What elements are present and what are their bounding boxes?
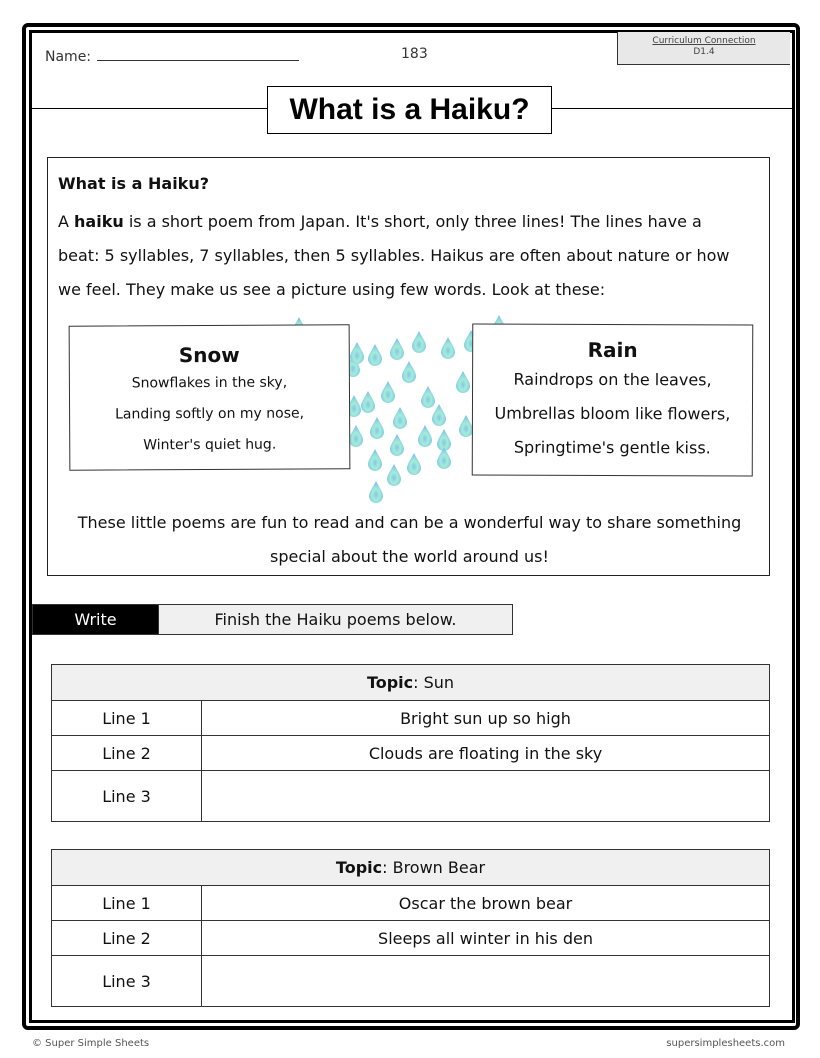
line-label: Line 1 bbox=[52, 886, 202, 921]
topic-header: Topic: Sun bbox=[52, 665, 770, 701]
line-answer-field[interactable] bbox=[202, 956, 770, 1007]
poem-line: Winter's quiet hug. bbox=[143, 436, 277, 454]
line-value[interactable]: Bright sun up so high bbox=[202, 701, 770, 736]
page-title: What is a Haiku? bbox=[267, 86, 552, 134]
info-heading: What is a Haiku? bbox=[58, 174, 209, 193]
name-blank-line[interactable] bbox=[97, 46, 299, 61]
footer-copyright: © Super Simple Sheets bbox=[32, 1038, 150, 1049]
topic-header: Topic: Brown Bear bbox=[52, 850, 770, 886]
poem-line: Umbrellas bloom like flowers, bbox=[494, 403, 731, 424]
write-instruction: Finish the Haiku poems below. bbox=[158, 605, 512, 634]
poem-title: Snow bbox=[178, 342, 240, 368]
closing-paragraph: These little poems are fun to read and can be a wonderful way to share something special about the world around us! bbox=[77, 513, 742, 566]
line-label: Line 2 bbox=[52, 736, 202, 771]
line-answer-field[interactable] bbox=[202, 771, 770, 822]
name-label: Name: bbox=[45, 49, 92, 65]
haiku-table-sun bbox=[51, 664, 770, 822]
line-value[interactable]: Sleeps all winter in his den bbox=[202, 921, 770, 956]
poem-line: Snowflakes in the sky, bbox=[131, 374, 288, 392]
line-value[interactable]: Clouds are floating in the sky bbox=[202, 736, 770, 771]
info-box bbox=[47, 157, 770, 576]
poem-line: Raindrops on the leaves, bbox=[513, 369, 712, 390]
table-row bbox=[52, 921, 770, 956]
haiku-term: haiku bbox=[74, 212, 124, 231]
line-label: Line 2 bbox=[52, 921, 202, 956]
table-row bbox=[52, 771, 770, 822]
write-label: Write bbox=[33, 605, 158, 634]
poem-line: Landing softly on my nose, bbox=[115, 405, 305, 423]
poem-line: Springtime's gentle kiss. bbox=[513, 437, 711, 458]
poem-card-snow bbox=[69, 324, 351, 470]
footer-website: supersimplesheets.com bbox=[666, 1038, 785, 1049]
table-row bbox=[52, 956, 770, 1007]
page-number: 183 bbox=[401, 46, 428, 62]
line-label: Line 3 bbox=[52, 771, 202, 822]
haiku-table-brown-bear bbox=[51, 849, 770, 1007]
table-row bbox=[52, 886, 770, 921]
table-row bbox=[52, 736, 770, 771]
table-row bbox=[52, 701, 770, 736]
curriculum-title: Curriculum Connection bbox=[652, 36, 756, 46]
info-paragraph: A haiku is a short poem from Japan. It's short, only three lines! The lines have a beat: 5 syllables, 7 syllables, then 5 syllables. Haikus are often about nature or how we feel. They make us see a picture using few words. Look at these: bbox=[58, 212, 730, 299]
curriculum-connection-box bbox=[617, 32, 790, 65]
poem-title: Rain bbox=[587, 337, 638, 363]
line-value[interactable]: Oscar the brown bear bbox=[202, 886, 770, 921]
line-label: Line 1 bbox=[52, 701, 202, 736]
name-field[interactable] bbox=[45, 46, 299, 65]
line-label: Line 3 bbox=[52, 956, 202, 1007]
poem-card-rain bbox=[472, 324, 754, 477]
write-section-bar bbox=[32, 604, 513, 635]
curriculum-code: D1.4 bbox=[693, 47, 715, 57]
